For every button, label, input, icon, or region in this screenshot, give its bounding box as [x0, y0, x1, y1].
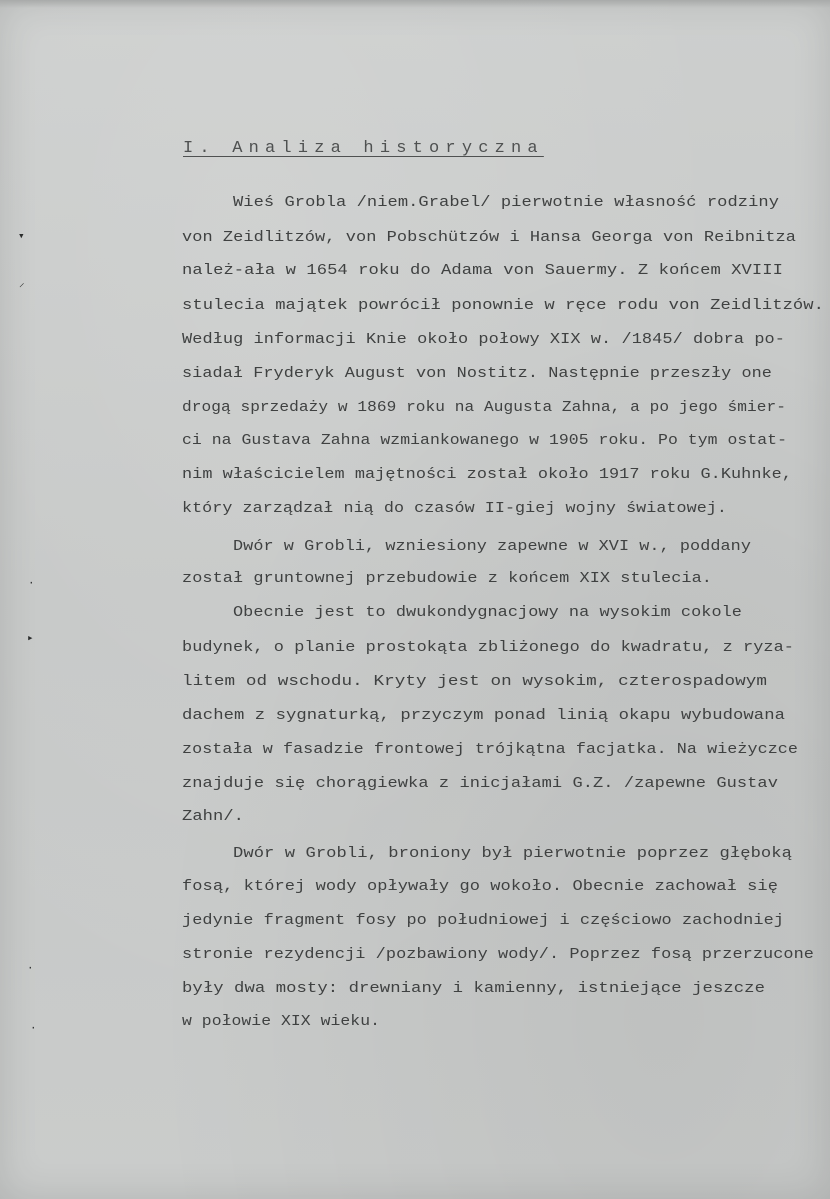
- text-line: który zarządzał nią do czasów II-giej wojny światowej.: [182, 501, 727, 517]
- margin-mark: ▾: [18, 231, 25, 243]
- text-line: została w fasadzie frontowej trójkątna facjatka. Na wieżyczce: [182, 742, 798, 758]
- margin-mark: ·: [28, 578, 35, 590]
- text-line: stronie rezydencji /pozbawiony wody/. Poprzez fosą przerzucone: [182, 947, 814, 963]
- text-line: znajduje się chorągiewka z inicjałami G.Z. /zapewne Gustav: [182, 776, 778, 792]
- text-line: fosą, której wody opływały go wokoło. Obecnie zachował się: [182, 879, 778, 895]
- page-top-edge: [0, 0, 830, 8]
- margin-mark: ·: [30, 1023, 37, 1035]
- text-line: budynek, o planie prostokąta zbliżonego do kwadratu, z ryza-: [182, 640, 794, 656]
- text-line: nim właścicielem majętności został około 1917 roku G.Kuhnke,: [182, 467, 792, 483]
- text-line: należ-ała w 1654 roku do Adama von Sauermy. Z końcem XVIII: [182, 263, 783, 279]
- text-line: Dwór w Grobli, wzniesiony zapewne w XVI w., poddany: [233, 539, 751, 555]
- text-line: Zahn/.: [182, 809, 244, 825]
- text-line: Wieś Grobla /niem.Grabel/ pierwotnie własność rodziny: [233, 195, 779, 211]
- text-line: Dwór w Grobli, broniony był pierwotnie poprzez głęboką: [233, 846, 792, 862]
- text-line: von Zeidlitzów, von Pobschützów i Hansa Georga von Reibnitza: [182, 230, 796, 246]
- text-line: stulecia majątek powrócił ponownie w ręce rodu von Zeidlitzów.: [182, 298, 824, 314]
- text-line: ci na Gustava Zahna wzmiankowanego w 1905 roku. Po tym ostat-: [182, 433, 787, 449]
- text-line: litem od wschodu. Kryty jest on wysokim, czterospadowym: [182, 674, 767, 690]
- text-line: były dwa mosty: drewniany i kamienny, istniejące jeszcze: [182, 981, 765, 997]
- text-line: został gruntownej przebudowie z końcem XIX stulecia.: [182, 571, 712, 587]
- text-line: siadał Fryderyk August von Nostitz. Następnie przeszły one: [182, 366, 772, 382]
- text-line: w połowie XIX wieku.: [182, 1014, 380, 1030]
- section-heading: I. Analiza historyczna: [183, 139, 544, 158]
- text-line: Obecnie jest to dwukondygnacjowy na wysokim cokole: [233, 605, 742, 621]
- text-line: dachem z sygnaturką, przyczym ponad linią okapu wybudowana: [182, 708, 785, 724]
- margin-mark: ▸: [27, 633, 34, 645]
- margin-mark: ⸍: [19, 283, 25, 295]
- text-line: jedynie fragment fosy po południowej i częściowo zachodniej: [182, 913, 784, 929]
- text-line: Według informacji Knie około połowy XIX w. /1845/ dobra po-: [182, 332, 785, 348]
- text-line: drogą sprzedaży w 1869 roku na Augusta Zahna, a po jego śmier-: [182, 400, 786, 416]
- margin-mark: ·: [27, 963, 34, 975]
